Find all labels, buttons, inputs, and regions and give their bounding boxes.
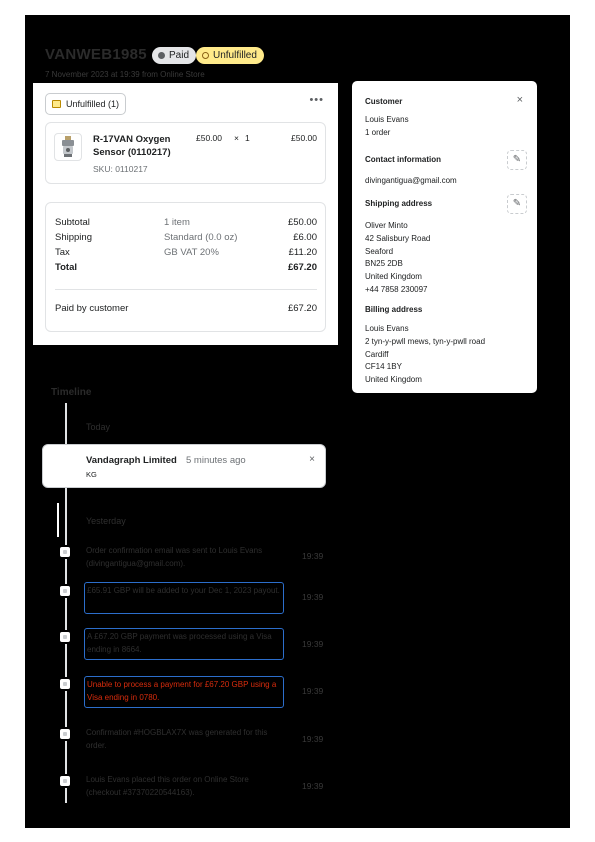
billing-address: [365, 323, 485, 387]
timeline-event-text[interactable]: Order confirmation email was sent to Louis Evans (divingantigua@gmail.com).: [86, 546, 263, 568]
comment-author: Vandagraph Limited: [86, 455, 177, 466]
more-actions-icon[interactable]: •••: [309, 94, 324, 106]
address-line: Cardiff: [365, 349, 389, 359]
fulfillment-status-badge: [196, 47, 264, 64]
address-line: 2 tyn-y-pwll mews, tyn-y-pwll road: [365, 336, 486, 346]
timeline-event-text[interactable]: Confirmation #HOGBLAX7X was generated for this order.: [86, 728, 268, 750]
summary-value: £67.20: [287, 262, 317, 273]
unfulfilled-count-label: Unfulfilled (1): [66, 99, 120, 109]
billing-heading: Billing address: [365, 305, 423, 314]
contact-heading: Contact information: [365, 155, 441, 164]
package-icon: [52, 100, 61, 108]
timeline-event-text[interactable]: £65.91 GBP will be added to your Dec 1, 2023 payout.: [84, 582, 284, 614]
summary-value: £6.00: [293, 232, 317, 243]
address-line: Seaford: [365, 246, 394, 256]
paid-by-customer-value: £67.20: [287, 303, 317, 314]
oxygen-sensor-image: [55, 134, 81, 160]
comment-text: KG: [86, 470, 97, 479]
timeline-event-dot: [58, 774, 72, 788]
order-subtitle: 7 November 2023 at 19:39 from Online Store: [45, 70, 205, 79]
summary-divider: [55, 289, 317, 290]
address-line: BN25 2DB: [365, 259, 403, 269]
timeline-event-error-text[interactable]: Unable to process a payment for £67.20 GBP using a Visa ending in 0780.: [84, 676, 284, 708]
timeline-event-time: 19:39: [302, 592, 324, 602]
timeline-comment: [42, 444, 326, 488]
customer-orders-link[interactable]: 1 order: [365, 128, 391, 137]
close-icon[interactable]: ×: [516, 94, 523, 106]
delete-comment-icon[interactable]: ×: [309, 454, 315, 465]
summary-row-shipping: [55, 232, 317, 246]
payment-status-label: Paid: [169, 50, 190, 61]
address-line: 42 Salisbury Road: [365, 233, 431, 243]
address-line: United Kingdom: [365, 375, 422, 385]
timeline-event-text[interactable]: A £67.20 GBP payment was processed using a Visa ending in 8664.: [84, 628, 284, 660]
timeline-event-dot: [58, 584, 72, 598]
customer-name-link[interactable]: Louis Evans: [365, 115, 409, 124]
unit-price: £50.00: [196, 133, 222, 143]
address-line: United Kingdom: [365, 272, 422, 282]
timeline-event-time: 19:39: [302, 639, 324, 649]
timeline-event-time: 19:39: [302, 734, 324, 744]
fulfillment-status-label: Unfulfilled: [213, 50, 257, 61]
address-line: +44 7858 230097: [365, 284, 428, 294]
timeline-event-time: 19:39: [302, 781, 324, 791]
quantity: 1: [245, 133, 250, 143]
timeline-event-time: 19:39: [302, 551, 324, 561]
timeline-event-time: 19:39: [302, 686, 324, 696]
shipping-heading: Shipping address: [365, 199, 433, 208]
timeline-event-dot: [58, 727, 72, 741]
timeline-event-dot: [58, 630, 72, 644]
summary-row-paid: [55, 303, 317, 317]
timeline-date-today: Today: [86, 422, 111, 432]
unfulfilled-ring-icon: [202, 52, 209, 59]
address-line: Louis Evans: [365, 324, 409, 333]
summary-label: Tax: [55, 247, 70, 258]
edit-contact-icon[interactable]: ✎: [507, 150, 527, 170]
customer-email-link[interactable]: divingantigua@gmail.com: [365, 176, 457, 185]
timeline-event-text[interactable]: Louis Evans placed this order on Online Store (checkout #37370220544163).: [86, 775, 249, 797]
product-thumbnail[interactable]: [54, 133, 82, 161]
line-total: £50.00: [291, 133, 317, 143]
summary-row-total: [55, 262, 317, 276]
shipping-address: [365, 220, 430, 297]
timeline-heading: Timeline: [51, 387, 92, 398]
fulfillment-card: [33, 83, 338, 345]
unfulfilled-status-pill: [45, 93, 126, 115]
summary-value: £50.00: [287, 217, 317, 228]
summary-detail: GB VAT 20%: [164, 247, 219, 258]
summary-label: Total: [55, 262, 77, 273]
edit-shipping-icon[interactable]: ✎: [507, 194, 527, 214]
product-sku: SKU: 0110217: [93, 164, 148, 174]
order-number: VANWEB1985: [45, 46, 147, 63]
multiply-sign: ×: [234, 133, 239, 143]
payment-status-badge: [152, 47, 196, 64]
product-name-link[interactable]: R-17VAN Oxygen Sensor (0110217): [93, 134, 171, 158]
timeline-event-dot: [58, 545, 72, 559]
summary-row-subtotal: [55, 217, 317, 231]
summary-detail: 1 item: [164, 217, 190, 228]
line-item: [45, 122, 326, 184]
summary-label: Shipping: [55, 232, 92, 243]
summary-row-tax: [55, 247, 317, 261]
payment-summary: [45, 202, 326, 332]
customer-card: [352, 81, 537, 393]
timeline-segment: [57, 503, 59, 537]
paid-by-customer-label: Paid by customer: [55, 303, 129, 314]
summary-detail: Standard (0.0 oz): [164, 232, 238, 243]
address-line: CF14 1BY: [365, 362, 402, 372]
timeline-event-dot: [58, 677, 72, 691]
comment-time: 5 minutes ago: [186, 455, 246, 466]
timeline-date-yesterday: Yesterday: [86, 516, 126, 526]
customer-heading: Customer: [365, 97, 403, 106]
paid-dot-icon: [158, 52, 165, 59]
summary-label: Subtotal: [55, 217, 90, 228]
address-line: Oliver Minto: [365, 221, 408, 230]
summary-value: £11.20: [288, 247, 317, 258]
